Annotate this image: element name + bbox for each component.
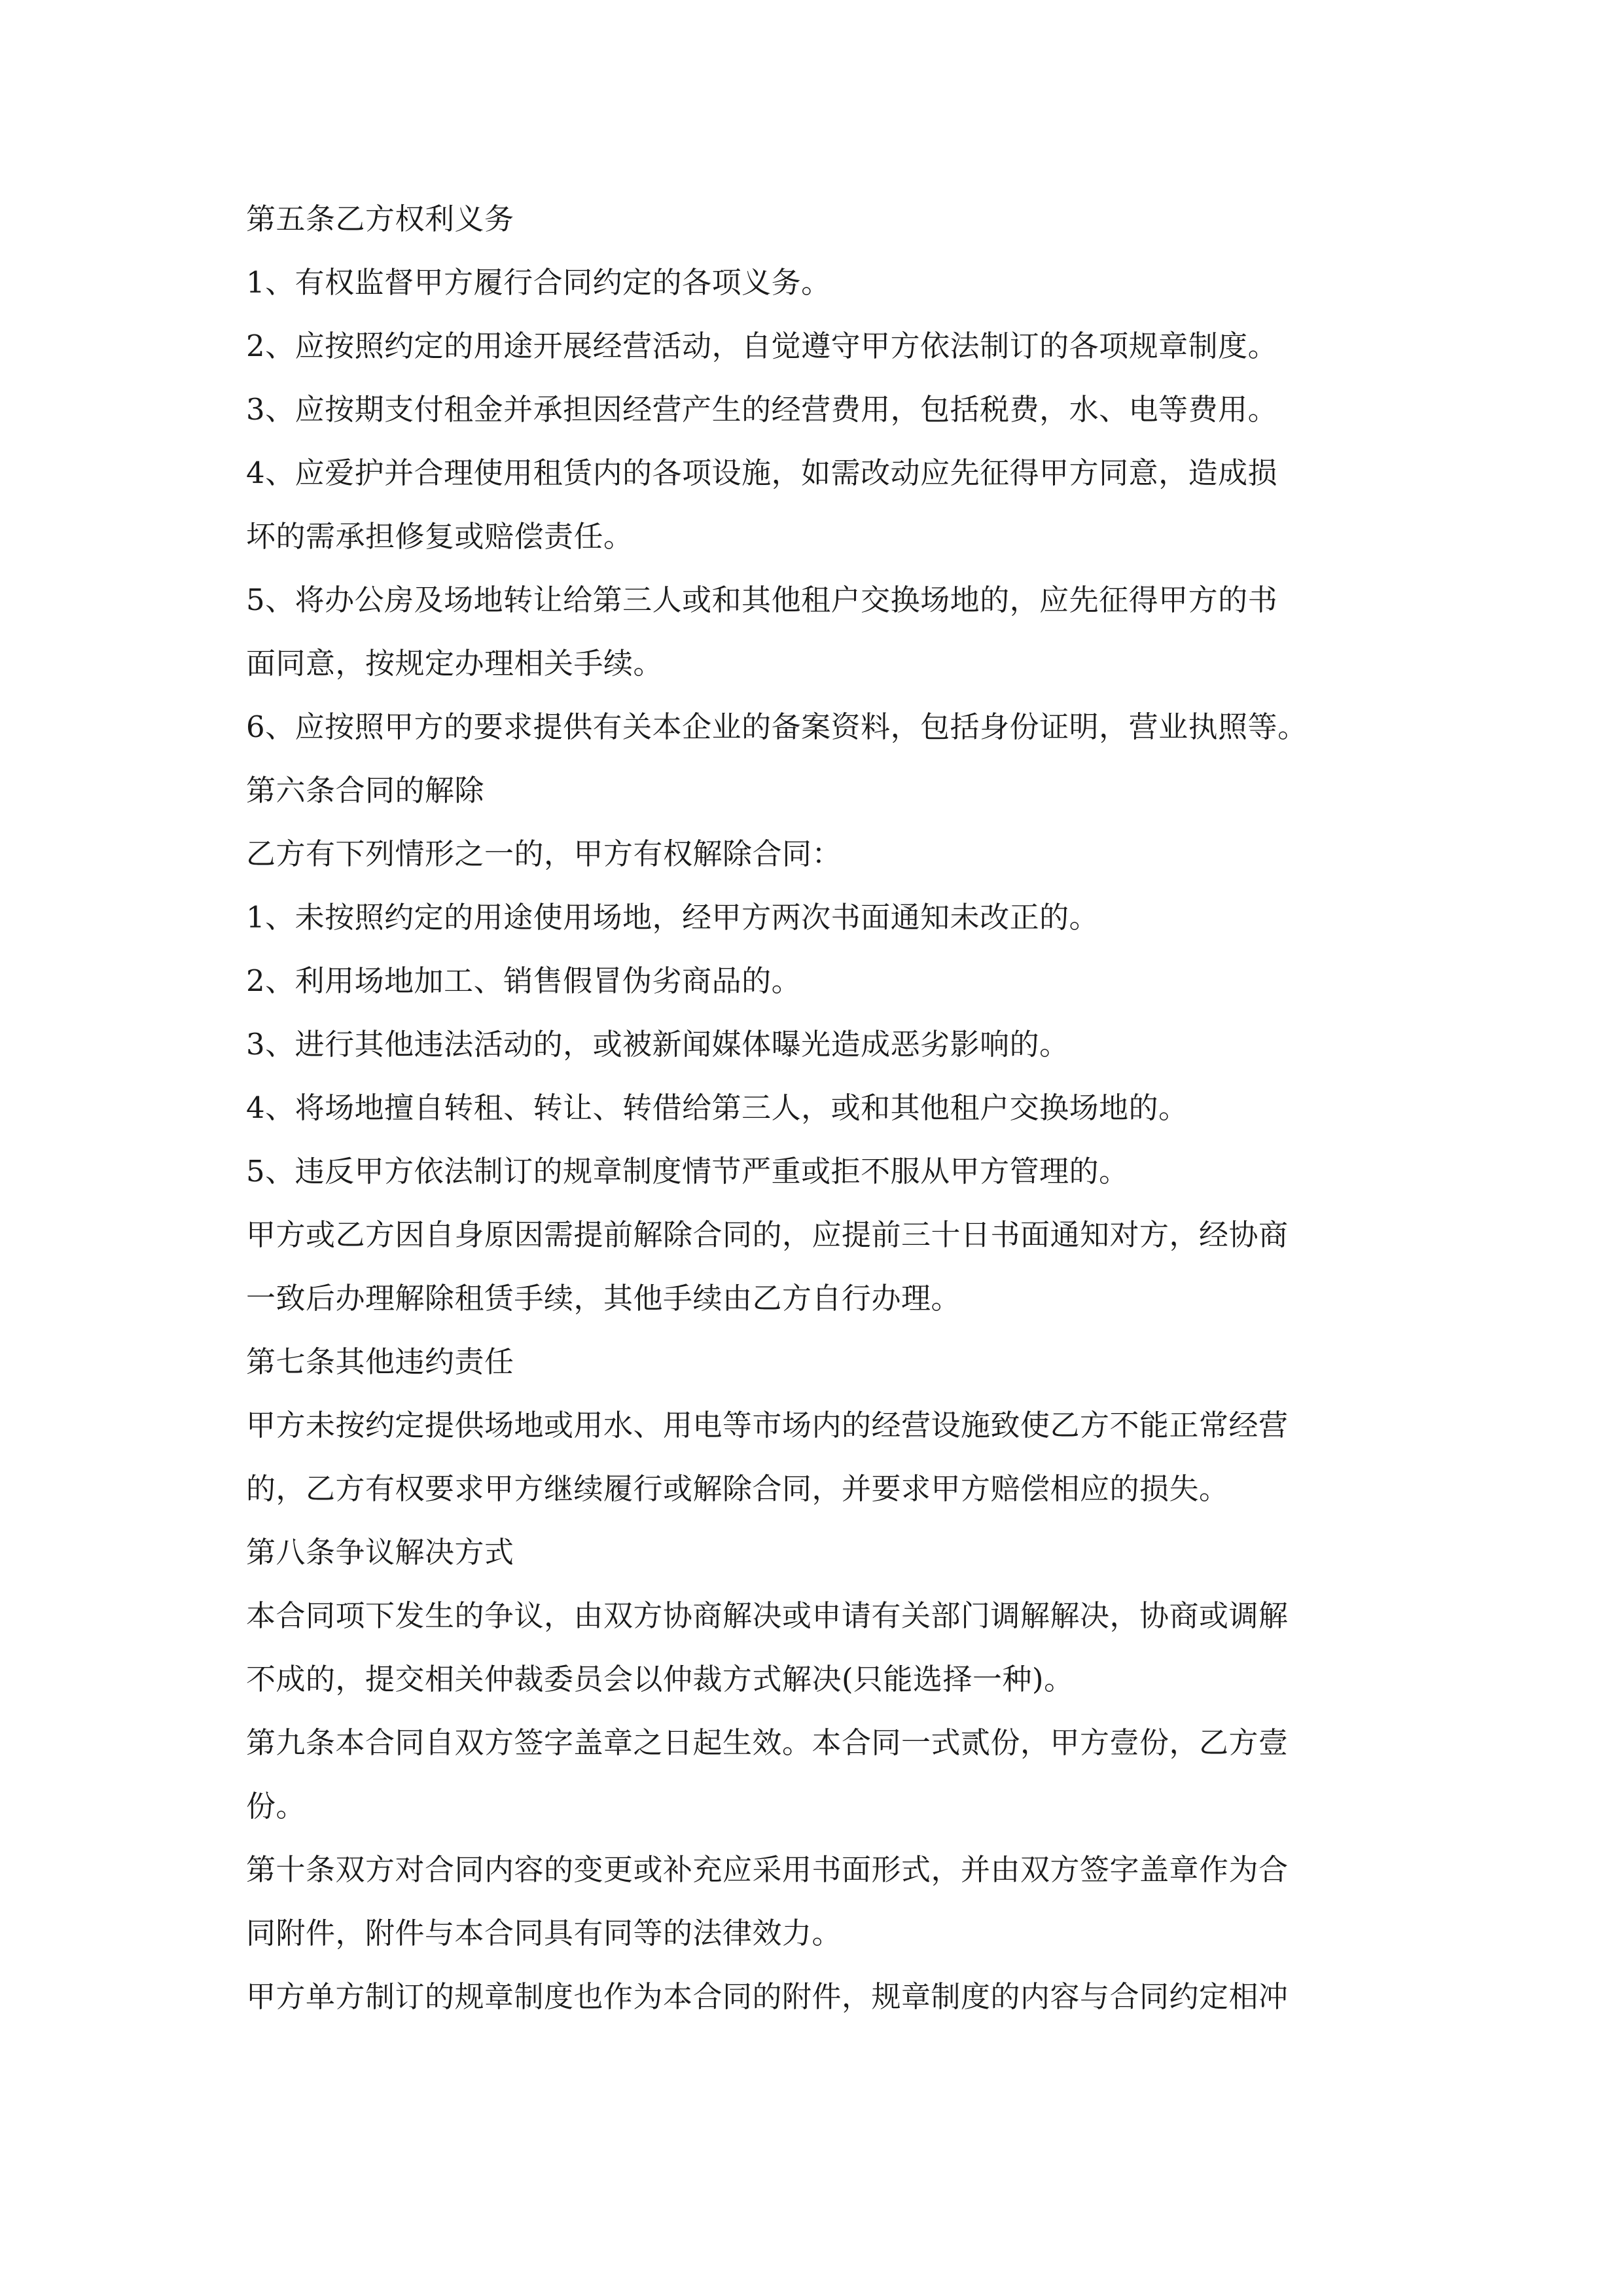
- paragraph-line: 面同意，按规定办理相关手续。: [246, 646, 664, 681]
- paragraph-line: 2、利用场地加工、销售假冒伪劣商品的。: [246, 963, 802, 998]
- paragraph-line: 甲方未按约定提供场地或用水、用电等市场内的经营设施致使乙方不能正常经营: [246, 1408, 1289, 1443]
- paragraph-line: 5、违反甲方依法制订的规章制度情节严重或拒不服从甲方管理的。: [246, 1154, 1129, 1189]
- paragraph-line: 4、应爱护并合理使用租赁内的各项设施，如需改动应先征得甲方同意，造成损: [246, 456, 1278, 490]
- paragraph-line: 不成的，提交相关仲裁委员会以仲裁方式解决(只能选择一种)。: [246, 1662, 1074, 1696]
- article-7-heading: 第七条其他违约责任: [246, 1344, 514, 1379]
- article-5-heading: 第五条乙方权利义务: [246, 202, 514, 236]
- article-8-heading: 第八条争议解决方式: [246, 1535, 514, 1570]
- paragraph-line: 本合同项下发生的争议，由双方协商解决或申请有关部门调解解决，协商或调解: [246, 1598, 1289, 1633]
- paragraph-line: 1、未按照约定的用途使用场地，经甲方两次书面通知未改正的。: [246, 900, 1099, 935]
- paragraph-line: 第十条双方对合同内容的变更或补充应采用书面形式，并由双方签字盖章作为合: [246, 1852, 1289, 1887]
- paragraph-line: 甲方单方制订的规章制度也作为本合同的附件，规章制度的内容与合同约定相冲: [246, 1979, 1289, 2014]
- paragraph-line: 同附件，附件与本合同具有同等的法律效力。: [246, 1916, 842, 1950]
- paragraph-line: 4、将场地擅自转租、转让、转借给第三人，或和其他租户交换场地的。: [246, 1090, 1188, 1125]
- paragraph-line: 1、有权监督甲方履行合同约定的各项义务。: [246, 265, 831, 300]
- paragraph-line: 份。: [246, 1789, 306, 1823]
- paragraph-line: 6、应按照甲方的要求提供有关本企业的备案资料，包括身份证明，营业执照等。: [246, 709, 1308, 744]
- article-6-heading: 第六条合同的解除: [246, 773, 485, 808]
- paragraph-line: 3、进行其他违法活动的，或被新闻媒体曝光造成恶劣影响的。: [246, 1027, 1069, 1062]
- paragraph-line: 一致后办理解除租赁手续，其他手续由乙方自行办理。: [246, 1281, 961, 1316]
- paragraph-line: 坏的需承担修复或赔偿责任。: [246, 519, 633, 554]
- paragraph-line: 2、应按照约定的用途开展经营活动，自觉遵守甲方依法制订的各项规章制度。: [246, 329, 1278, 363]
- paragraph-line: 3、应按期支付租金并承担因经营产生的经营费用，包括税费，水、电等费用。: [246, 392, 1278, 427]
- paragraph-line: 5、将办公房及场地转让给第三人或和其他租户交换场地的，应先征得甲方的书: [246, 583, 1278, 617]
- paragraph-line: 第九条本合同自双方签字盖章之日起生效。本合同一式贰份，甲方壹份，乙方壹: [246, 1725, 1289, 1760]
- paragraph-line: 乙方有下列情形之一的，甲方有权解除合同：: [246, 836, 842, 871]
- paragraph-line: 的，乙方有权要求甲方继续履行或解除合同，并要求甲方赔偿相应的损失。: [246, 1471, 1229, 1506]
- paragraph-line: 甲方或乙方因自身原因需提前解除合同的，应提前三十日书面通知对方，经协商: [246, 1217, 1289, 1252]
